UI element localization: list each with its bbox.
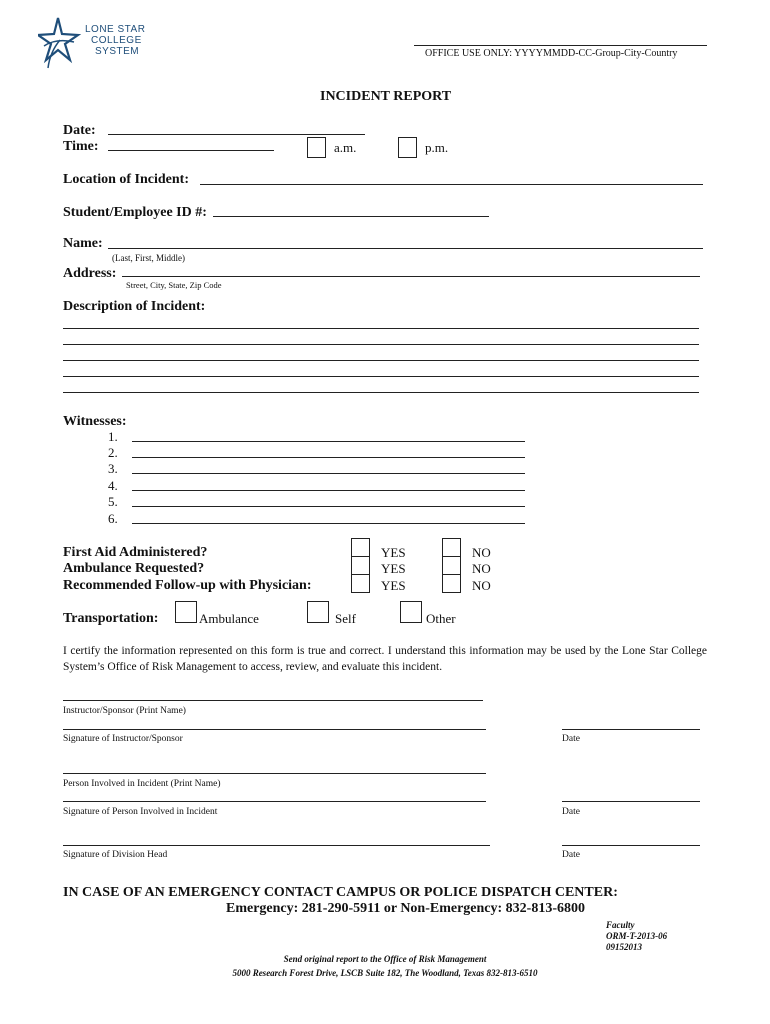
time-label: Time: [63, 139, 99, 154]
person-date-field[interactable] [562, 801, 700, 802]
ambulance-no-label: NO [472, 561, 491, 576]
pm-label: p.m. [425, 140, 449, 155]
division-signature-field[interactable] [63, 845, 490, 846]
witness-number: 4. [108, 478, 118, 493]
student-id-label: Student/Employee ID #: [63, 205, 207, 220]
witness-field[interactable] [132, 441, 525, 442]
person-signature-label: Signature of Person Involved in Incident [63, 807, 218, 817]
witness-number: 2. [108, 445, 118, 460]
date-field[interactable] [108, 134, 365, 135]
pm-checkbox[interactable] [398, 137, 417, 158]
logo-line-1: LONE STAR [85, 24, 146, 35]
page-title: INCIDENT REPORT [320, 89, 452, 104]
transportation-label: Transportation: [63, 611, 159, 626]
witness-number: 1. [108, 429, 118, 444]
self-transport-label: Self [335, 611, 356, 626]
followup-no-checkbox[interactable] [442, 574, 461, 593]
form-code-line-3: 09152013 [606, 942, 642, 952]
am-label: a.m. [334, 140, 357, 155]
first-aid-no-label: NO [472, 545, 491, 560]
location-field[interactable] [200, 184, 703, 185]
witness-field[interactable] [132, 490, 525, 491]
date-label: Date: [63, 123, 96, 138]
logo-line-2: COLLEGE [91, 35, 142, 46]
division-date-label: Date [562, 850, 580, 860]
ambulance-question: Ambulance Requested? [63, 561, 205, 576]
followup-no-label: NO [472, 578, 491, 593]
person-print-label: Person Involved in Incident (Print Name) [63, 779, 221, 789]
location-label: Location of Incident: [63, 172, 189, 187]
division-date-field[interactable] [562, 845, 700, 846]
address-field[interactable] [122, 276, 700, 277]
ambulance-transport-label: Ambulance [199, 611, 259, 626]
office-use-line[interactable] [414, 45, 707, 46]
name-hint: (Last, First, Middle) [112, 253, 185, 263]
other-transport-checkbox[interactable] [400, 601, 422, 623]
time-field[interactable] [108, 150, 274, 151]
ambulance-no-checkbox[interactable] [442, 556, 461, 575]
witness-field[interactable] [132, 473, 525, 474]
form-code [606, 920, 667, 953]
witness-field[interactable] [132, 506, 525, 507]
first-aid-yes-checkbox[interactable] [351, 538, 370, 557]
first-aid-question: First Aid Administered? [63, 545, 208, 560]
person-signature-field[interactable] [63, 801, 486, 802]
emergency-heading: IN CASE OF AN EMERGENCY CONTACT CAMPUS OR POLICE DISPATCH CENTER: [63, 885, 618, 900]
logo-line-3: SYSTEM [95, 46, 140, 57]
instructor-date-field[interactable] [562, 729, 700, 730]
division-signature-label: Signature of Division Head [63, 850, 168, 860]
description-label: Description of Incident: [63, 299, 206, 314]
witnesses-label: Witnesses: [63, 414, 127, 429]
person-date-label: Date [562, 807, 580, 817]
address-hint: Street, City, State, Zip Code [126, 280, 222, 290]
ambulance-yes-label: YES [381, 561, 406, 576]
first-aid-no-checkbox[interactable] [442, 538, 461, 557]
witness-number: 3. [108, 461, 118, 476]
person-print-field[interactable] [63, 773, 486, 774]
am-checkbox[interactable] [307, 137, 326, 158]
witness-field[interactable] [132, 523, 525, 524]
other-transport-label: Other [426, 611, 456, 626]
description-line-1[interactable] [63, 328, 699, 329]
followup-yes-label: YES [381, 578, 406, 593]
instructor-signature-label: Signature of Instructor/Sponsor [63, 734, 183, 744]
description-line-5[interactable] [63, 392, 699, 393]
form-code-line-2: ORM-T-2013-06 [606, 931, 668, 941]
name-label: Name: [63, 236, 103, 251]
footer-line-2: 5000 Research Forest Drive, LSCB Suite 182, The Woodland, Texas 832-813-6510 [232, 968, 538, 978]
student-id-field[interactable] [213, 216, 489, 217]
office-use-label: OFFICE USE ONLY: YYYYMMDD-CC-Group-City-Country [425, 48, 678, 59]
followup-yes-checkbox[interactable] [351, 574, 370, 593]
first-aid-yes-label: YES [381, 545, 406, 560]
footer-line-1: Send original report to the Office of Risk Management [283, 954, 487, 964]
certify-text: I certify the information represented on this form is true and correct. I understand this information may be used by the Lone Star College System’s Office of Risk Management to access, review, and evaluate this incident. [63, 645, 707, 673]
ambulance-yes-checkbox[interactable] [351, 556, 370, 575]
description-line-4[interactable] [63, 376, 699, 377]
emergency-phones: Emergency: 281-290-5911 or Non-Emergency: 832-813-6800 [226, 901, 586, 916]
form-code-line-1: Faculty [606, 920, 635, 930]
instructor-date-label: Date [562, 734, 580, 744]
description-line-2[interactable] [63, 344, 699, 345]
witness-field[interactable] [132, 457, 525, 458]
name-field[interactable] [108, 248, 703, 249]
self-transport-checkbox[interactable] [307, 601, 329, 623]
instructor-print-label: Instructor/Sponsor (Print Name) [63, 706, 186, 716]
instructor-signature-field[interactable] [63, 729, 486, 730]
instructor-print-field[interactable] [63, 700, 483, 701]
description-line-3[interactable] [63, 360, 699, 361]
ambulance-transport-checkbox[interactable] [175, 601, 197, 623]
witness-number: 6. [108, 511, 118, 526]
witness-number: 5. [108, 494, 118, 509]
followup-question: Recommended Follow-up with Physician: [63, 578, 312, 593]
address-label: Address: [63, 266, 117, 281]
college-logo [38, 16, 153, 74]
